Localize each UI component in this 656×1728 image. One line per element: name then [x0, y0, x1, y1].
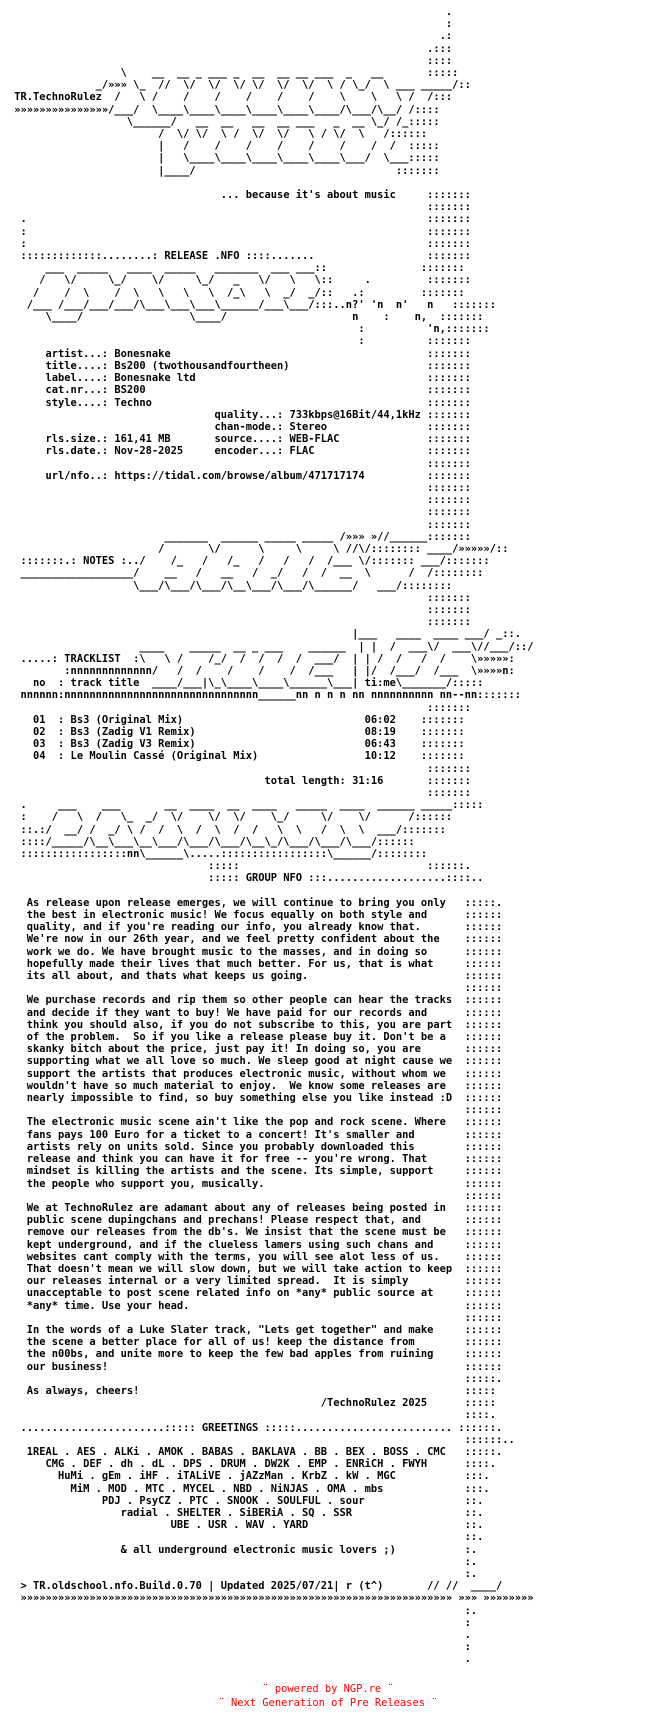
nfo-line: *any* time. Use your head. ::::::: [8, 1299, 503, 1312]
nfo-line: of the problem. So if you like a release please buy it. Don't be a ::::::: [8, 1031, 503, 1044]
nfo-line: In the words of a Luke Slater track, "Lets get together" and make ::::::: [8, 1323, 503, 1336]
nfo-line: As release upon release emerges, we will continue to bring you only :::::.: [8, 896, 503, 909]
nfo-line: remove our releases from the db's. We insist that the scene must be ::::::: [8, 1226, 503, 1239]
nfo-line: HuMi . gEm . iHF . iTALiVE . jAZzMan . KrbZ . kW . MGC :::.: [8, 1470, 490, 1483]
nfo-line: |___ ____ ____ ___/ _::.: [8, 628, 521, 641]
nfo-line: no : track title ____/___|\_\____\____\______\___| ti:me\_______/:::::: [8, 677, 484, 690]
nfo-line: skanky bitch about the price, just pay it! In doing so, you are ::::::: [8, 1043, 503, 1056]
nfo-line: :::::::::::::........: RELEASE .NFO ::::....... :::::::: [8, 250, 471, 263]
nfo-line: ::::::: [8, 1189, 503, 1202]
nfo-line: _/»»» \_ // \/ \/ \/ \/ \/ \/ \ / \_/ \ ___ _____/::: [8, 79, 471, 92]
nfo-line: : :::::::: [8, 225, 471, 238]
nfo-line: ::::: ::::::.: [8, 860, 471, 873]
nfo-line: We're now in our 26th year, and we feel pretty confident about the ::::::: [8, 933, 503, 946]
nfo-line: :::::::: [8, 591, 471, 604]
nfo-line: the best in electronic music! We focus equally on both style and ::::::: [8, 909, 503, 922]
nfo-line: We purchase records and rip them so other people can hear the tracks ::::::: [8, 994, 503, 1007]
nfo-line: ::::::: [8, 982, 503, 995]
nfo-line: title....: Bs200 (twothousandfourtheen) :::::::: [8, 359, 471, 372]
nfo-line: & all underground electronic music lovers ;) :.: [8, 1543, 478, 1556]
nfo-line: |____/ :::::::: [8, 164, 440, 177]
nfo-line: PDJ . PsyCZ . PTC . SNOOK . SOULFUL . sour ::.: [8, 1494, 484, 1507]
nfo-line: . ___ ___ __ ____ __ ____ _____ ____ ______ _____:::::: [8, 799, 484, 812]
nfo-line: .: [8, 1653, 471, 1666]
nfo-line: style....: Techno :::::::: [8, 396, 471, 409]
nfo-line: .: [8, 1629, 471, 1642]
nfo-line: :::::::: [8, 787, 471, 799]
nfo-line: : :::::::: [8, 335, 471, 348]
nfo-line: hopefully made their lives that much better. For us, that is what ::::::: [8, 957, 503, 970]
nfo-line: think you should also, if you do not subscribe to this, you are part ::::::: [8, 1018, 503, 1031]
nfo-line: / \/ \ \ \ //\/:::::::: ____/»»»»»/::: [8, 542, 509, 555]
nfo-line: : :::::::: [8, 237, 471, 250]
nfo-line: ::::::..: [8, 1433, 515, 1446]
nfo-line: its all about, and thats what keeps us going. ::::::: [8, 970, 503, 983]
nfo-line: > TR.oldschool.nfo.Build.0.70 | Updated 2025/07/21| r (t^) // // ____/: [8, 1580, 503, 1593]
nfo-line: :::::::.: NOTES :../ /_ / /_ / / / /___ \/::::::: ___/:::::::: [8, 555, 490, 568]
nfo-line: the people who support you, musically. ::::::: [8, 1177, 503, 1190]
nfo-line: our releases internal or a very limited spread. It is simply ::::::: [8, 1275, 503, 1288]
nfo-line: url/nfo..: https://tidal.com/browse/album/471717174 :::::::: [8, 469, 471, 482]
nfo-line: :::::::: [8, 481, 471, 494]
nfo-line: nnnnnn:nnnnnnnnnnnnnnnnnnnnnnnnnnnnnnn______nn n n n nn nnnnnnnnnn nn--nn:::::::: [8, 689, 521, 702]
nfo-line: :::::::: [8, 616, 471, 629]
nfo-line: »»»»»»»»»»»»»»»/___/ \____\____\____\____\____\____/\___/\__/ /::::: [8, 103, 440, 116]
footer: [0, 1682, 656, 1710]
nfo-line: :::::::::::::::::nn\______\.....:::::::::::::::::\______/::::::::: [8, 848, 428, 861]
nfo-line: mindset is killing the artists and the scene. Its simple, support ::::::: [8, 1165, 503, 1178]
nfo-line: :.: [8, 1604, 478, 1617]
nfo-line: .....: TRACKLIST :\ \ / /_/ / / / / ___/ | | / / / / \»»»»»:: [8, 652, 515, 665]
footer-tagline: ¨ Next Generation of Pre Releases ¨: [218, 1697, 438, 1709]
nfo-line: 01 : Bs3 (Original Mix) 06:02 :::::::: [8, 713, 465, 726]
nfo-line: the scene a better place for all of us! keep the distance from ::::::: [8, 1336, 503, 1349]
nfo-line: label....: Bonesnake ltd :::::::: [8, 372, 471, 385]
nfo-line: :::::::: [8, 701, 471, 714]
nfo-line: TR.TechnoRulez / \ / / / / / / \ \ \ / /:::: [8, 91, 453, 104]
nfo-line: :::::::: [8, 506, 471, 519]
nfo-line: We at TechnoRulez are adamant about any of releases being posted in ::::::: [8, 1201, 503, 1214]
nfo-line: ::::.: [8, 1409, 496, 1422]
nfo-line: :::::::: [8, 518, 471, 531]
nfo-line: The electronic music scene ain't like the pop and rock scene. Where ::::::: [8, 1116, 503, 1129]
nfo-line: total length: 31:16 :::::::: [8, 774, 471, 787]
nfo-line: .: [8, 6, 453, 18]
nfo-line: :::::::: [8, 603, 471, 616]
nfo-line: :::::::: [8, 494, 471, 507]
nfo-line: rls.size.: 161,41 MB source....: WEB-FLAC :::::::: [8, 433, 471, 446]
nfo-line: As always, cheers! :::::: [8, 1384, 496, 1397]
nfo-line: UBE . USR . WAV . YARD ::.: [8, 1519, 484, 1532]
nfo-line: kept underground, and if the clueless lamers using such chans and ::::::: [8, 1238, 503, 1251]
nfo-line: ___ _____ ____ _____ _______ ___ ___:: :::::::: [8, 262, 465, 275]
nfo-line: wouldn't have so much material to enjoy. We know some releases are ::::::: [8, 1079, 503, 1092]
nfo-line: fans pays 100 Euro for a ticket to a concert! It's smaller and ::::::: [8, 1128, 503, 1141]
nfo-line: That doesn't mean we will slow down, but we will take action to keep ::::::: [8, 1262, 503, 1275]
nfo-line: chan-mode.: Stereo :::::::: [8, 420, 471, 433]
nfo-line: »»»»»»»»»»»»»»»»»»»»»»»»»»»»»»»»»»»»»»»»»»»»»»»»»»»»»»»»»»»»»»»»»»»»» »»» »»»»»»»»: [8, 1592, 534, 1605]
nfo-line: :: [8, 18, 453, 31]
nfo-line: : / \ / \_ _/ \/ \/ \/ \_/ \/ \/ /::::::: [8, 811, 453, 824]
nfo-line: ____ _____ __ _ ___ ______ | | / ___\/ ___\//___/::/: [8, 640, 534, 653]
nfo-line: ::::::: [8, 1311, 503, 1324]
footer-powered-by: ¨ powered by NGP.re ¨: [262, 1683, 394, 1695]
nfo-line: ... because it's about music :::::::: [8, 189, 471, 202]
nfo-line: support the artists that produces electronic music, without whom we ::::::: [8, 1067, 503, 1080]
nfo-line: | \____\____\____\____\____\___/ \___:::::: [8, 152, 440, 165]
nfo-line: work we do. We have brought music to the masses, and in doing so ::::::: [8, 945, 503, 958]
nfo-line: release and think you can have it for free -- you're wrong. That ::::::: [8, 1153, 503, 1166]
nfo-line: __________________/ __ / __ / _/ / / __ \ / /::::::::: [8, 567, 484, 580]
nfo-line: 03 : Bs3 (Zadig V3 Remix) 06:43 :::::::: [8, 738, 465, 751]
nfo-line: \ __ __ _ ___ _ __ __ __ ___ _ __ :::::: [8, 67, 459, 80]
nfo-line: ::::: [8, 54, 453, 67]
nfo-line: /___ /___/___/___/\___\___\___\______/___\___/:::..n?' 'n n' n :::::::: [8, 298, 496, 311]
nfo-line: the n00bs, and unite more to keep the few bad apples from ruining ::::::: [8, 1348, 503, 1361]
nfo-line: quality...: 733kbps@16Bit/44,1kHz :::::::: [8, 408, 471, 421]
nfo-line: :: [8, 1641, 471, 1654]
nfo-line: artist...: Bonesnake :::::::: [8, 347, 471, 360]
nfo-line: websites cant comply with the terms, you will see alot less of us. ::::::: [8, 1250, 503, 1263]
nfo-line: :.: [8, 1568, 478, 1580]
nfo-line: .:: [8, 30, 453, 43]
nfo-line: rls.date.: Nov-28-2025 encoder...: FLAC :::::::: [8, 445, 471, 458]
nfo-line: \____/ \____/ n : n, :::::::: [8, 311, 484, 324]
nfo-line: ::.: [8, 1531, 484, 1544]
nfo-line: :::::::: [8, 201, 471, 214]
nfo-line: /TechnoRulez 2025 :::::: [8, 1397, 496, 1410]
nfo-line: cat.nr...: BS200 :::::::: [8, 384, 471, 397]
nfo-line: :::::::: [8, 457, 471, 470]
nfo-line: / \/ \/ \ / \/ \/ \ / \/ \ /::::::: [8, 128, 428, 141]
nfo-line: ::::: GROUP NFO :::...................::::..: [8, 872, 484, 885]
nfo-line: _______ ______ _____ _____ /»»» »//______:::::::: [8, 530, 471, 543]
nfo-line: supporting what we all love so much. We sleep good at night cause we ::::::: [8, 1055, 503, 1068]
nfo-line: :nnnnnnnnnnnnn/ / / / / / /___ | |/ /___/ /___ \»»»»n:: [8, 664, 515, 677]
nfo-line: CMG . DEF . dh . dL . DPS . DRUM . DW2K . EMP . ENRiCH . FWYH ::::.: [8, 1458, 496, 1471]
nfo-line: MiM . MOD . MTC . MYCEL . NBD . NiNJAS . OMA . mbs :::.: [8, 1482, 490, 1495]
nfo-line: unacceptable to post scene related info on *any* public source at ::::::: [8, 1287, 503, 1300]
nfo-line: and decide if they want to buy! We have paid for our records and ::::::: [8, 1006, 503, 1019]
nfo-line: :: [8, 1616, 471, 1629]
nfo-line: :::::.: [8, 1372, 503, 1385]
nfo-line: 04 : Le Moulin Cassé (Original Mix) 10:12 :::::::: [8, 750, 465, 763]
nfo-line: ::::/_____/\__\___\__\___/\___/\___/\__\_/\___/\___/\___/::::::: [8, 835, 415, 848]
nfo-line: 02 : Bs3 (Zadig V1 Remix) 08:19 :::::::: [8, 725, 465, 738]
nfo-line: radial . SHELTER . SiBERiA . SQ . SSR ::.: [8, 1506, 484, 1519]
nfo-line: public scene dupingchans and prechans! Please respect that, and ::::::: [8, 1214, 503, 1227]
nfo-line: quality, and if you're reading our info, you already know that. ::::::: [8, 921, 503, 934]
nfo-line: \___/\___/\___/\__\___/\___/\______/ ___/::::::::: [8, 579, 453, 592]
nfo-line: 1REAL . AES . ALKi . AMOK . BABAS . BAKLAVA . BB . BEX . BOSS . CMC :::::.: [8, 1445, 503, 1458]
nfo-line: .......................::::: GREETINGS :::::......................... ::::::.: [8, 1421, 503, 1434]
nfo-line: nearly impossible to find, so buy something else you like instead :D ::::::: [8, 1092, 503, 1105]
nfo-line: .:::: [8, 42, 453, 55]
nfo-line: / / \ / \ \ \ \ /_\ \ _/ _/:: .: :::::::: [8, 286, 465, 299]
nfo-line: / \/ \_/ \/ \_/ _ \/ \ \:: . :::::::: [8, 274, 471, 287]
nfo-line: ::::::: [8, 1104, 503, 1117]
nfo-line: \______/ __ __ __ __ ___ _ __ \_/ /_:::::: [8, 115, 440, 128]
nfo-line: :.: [8, 1555, 478, 1568]
nfo-text: [8, 6, 533, 1666]
nfo-line: | / / / / / / / / :::::: [8, 140, 440, 153]
nfo-line: : 'n,:::::::: [8, 323, 490, 336]
nfo-line: artists rely on units sold. Since you probably downloaded this ::::::: [8, 1140, 503, 1153]
nfo-line: ::.:/ __/ / _/ \ / / \ / \ / / \ \ / \ \ ___/:::::::: [8, 823, 446, 836]
nfo-line: . :::::::: [8, 213, 471, 226]
nfo-line: our business! ::::::: [8, 1360, 503, 1373]
nfo-line: :::::::: [8, 762, 471, 775]
